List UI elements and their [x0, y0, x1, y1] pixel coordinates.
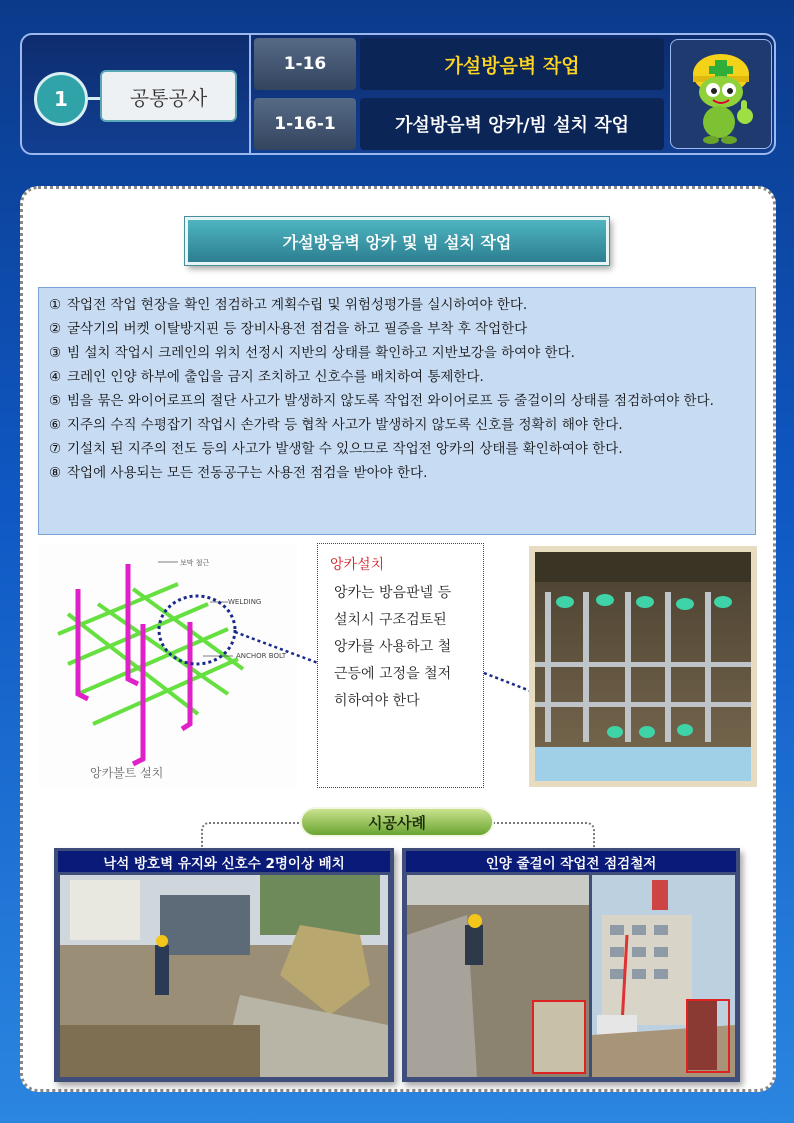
rigging-photo: [407, 875, 589, 1077]
excavator-photo-image: [60, 875, 388, 1077]
code-main: 1-16: [254, 38, 356, 90]
rule-item: ① 작업전 작업 현장을 확인 점검하고 계획수립 및 위험성평가를 실시하여야 한다.: [49, 297, 528, 313]
drawing-label-anchor: ANCHOR BOLT: [236, 652, 287, 660]
case-title: 시공사례: [300, 807, 494, 837]
title-sub: 가설방음벽 앙카/빔 설치 작업: [360, 98, 664, 150]
rule-item: ② 굴삭기의 버켓 이탈방지핀 등 장비사용전 점검을 하고 필증을 부착 후 작업한다: [49, 321, 528, 337]
case-left-panel: [54, 848, 394, 1082]
drawing-caption: 앙카볼트 설치: [90, 766, 164, 780]
rule-item: ⑤ 빔을 묶은 와이어로프의 절단 사고가 발생하지 않도록 작업전 와이어로프 등 줄걸이의 상태를 점검하여야 한다.: [49, 393, 714, 409]
detail-highlight-frame: [686, 999, 730, 1073]
category-label: 공통공사: [100, 70, 237, 122]
anchor-installation-photo: [529, 546, 757, 787]
section-banner: 가설방음벽 앙카 및 빔 설치 작업: [185, 217, 609, 265]
note-line: 앙카는 방음판넬 등: [334, 585, 452, 601]
detail-highlight-frame: [532, 1000, 586, 1074]
anchor-photo-image: [535, 552, 751, 781]
case-right-caption: 인양 줄걸이 작업전 점검철저: [406, 851, 736, 872]
rule-item: ⑦ 기설치 된 지주의 전도 등의 사고가 발생할 수 있으므로 작업전 앙카의 상태를 확인하여야 한다.: [49, 441, 623, 457]
note-title: 앙카설치: [330, 557, 385, 573]
drawing-label-welding: WELDING: [228, 598, 262, 606]
note-line: 앙카를 사용하고 철: [334, 639, 452, 655]
case-left-caption: 낙석 방호벽 유지와 신호수 2명이상 배치: [58, 851, 390, 872]
drawing-label-rebar: 보막 철근: [180, 559, 210, 567]
note-line: 근등에 고정을 철저: [334, 666, 452, 682]
anchor-note: [317, 543, 484, 788]
rule-item: ⑥ 지주의 수직 수평잡기 작업시 손가락 등 협착 사고가 발생하지 않도록 신호를 정확히 해야 한다.: [49, 417, 623, 433]
excavator-photo: [60, 875, 388, 1077]
title-main: 가설방음벽 작업: [360, 38, 664, 90]
code-sub: 1-16-1: [254, 98, 356, 150]
rule-item: ④ 크레인 인양 하부에 출입을 금지 조치하고 신호수를 배치하여 통제한다.: [49, 369, 484, 385]
case-right-panel: [402, 848, 740, 1082]
rule-item: ③ 빔 설치 작업시 크레인의 위치 선정시 지반의 상태를 확인하고 지반보강을 하여야 한다.: [49, 345, 575, 361]
section-number-badge: 1: [34, 72, 88, 126]
note-line: 히하여야 한다: [334, 693, 420, 709]
note-line: 설치시 구조검토된: [334, 612, 447, 628]
rule-item: ⑧ 작업에 사용되는 모든 전동공구는 사용전 점검을 받아야 한다.: [49, 465, 428, 481]
crane-photo: [592, 875, 735, 1077]
